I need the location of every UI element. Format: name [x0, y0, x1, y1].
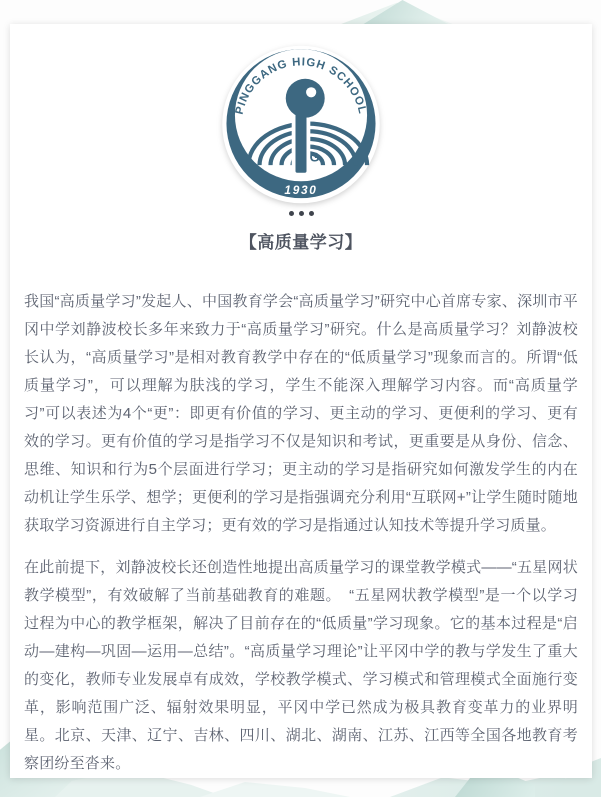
article-paragraph: 在此前提下，刘静波校长还创造性地提出高质量学习的课堂教学模式——“五星网状教学模型”，有效破解了当前基础教育的难题。 “五星网状教学模型”是一个以学习过程为中心的教学框架，解决了目前存在的“低质量”学习现象。它的基本过程是“启动—建构—巩固—运用—总结”。“高质量学习理论”让平冈中学的教与学发生了重大的变化，教师专业发展卓有成效，学校教学模式、学习模式和管理模式全面施行变革，影响范围广泛、辐射效果明显，平冈中学已然成为极具教育变革力的业界明星。北京、天津、辽宁、吉林、四川、湖北、湖南、江苏、江西等全国各地教育考察团纷至沓来。: [24, 559, 578, 772]
background-crystal-bottom-middle: [200, 782, 350, 797]
divider-dot: [309, 211, 314, 216]
article-card: [10, 24, 592, 778]
divider-dot: [299, 211, 304, 216]
article-title: 【高质量学习】: [239, 233, 363, 252]
logo-founding-year: 1930: [284, 182, 318, 197]
logo-g-letter: G: [309, 150, 320, 165]
school-logo-icon: [206, 44, 396, 205]
three-dots-divider-icon: [289, 211, 314, 216]
divider-dot: [289, 211, 294, 216]
article-paragraph: 我国“高质量学习”发起人、中国教育学会“高质量学习”研究中心首席专家、深圳市平冈中学刘静波校长多年来致力于“高质量学习”研究。什么是高质量学习？刘静波校长认为，“高质量学习”是相对教育教学中存在的“低质量学习”现象而言的。所谓“低质量学习”，可以理解为肤浅的学习，学生不能深入理解学习内容。而“高质量学习”可以表述为4个“更”：即更有价值的学习、更主动的学习、更便利的学习、更有效的学习。更有价值的学习是指学习不仅是知识和考试，更重要是从身份、信念、思维、知识和行为5个层面进行学习；更主动的学习是指研究如何激发学生的内在动机让学生乐学、想学；更便利的学习是指强调充分利用“互联网+”让学生随时随地获取学习资源进行自主学习；更有效的学习是指通过认知技术等提升学习质量。: [24, 293, 578, 534]
article-body: [10, 288, 592, 778]
logo-arc-text: PINGGANG HIGH SCHOOL: [233, 56, 369, 116]
